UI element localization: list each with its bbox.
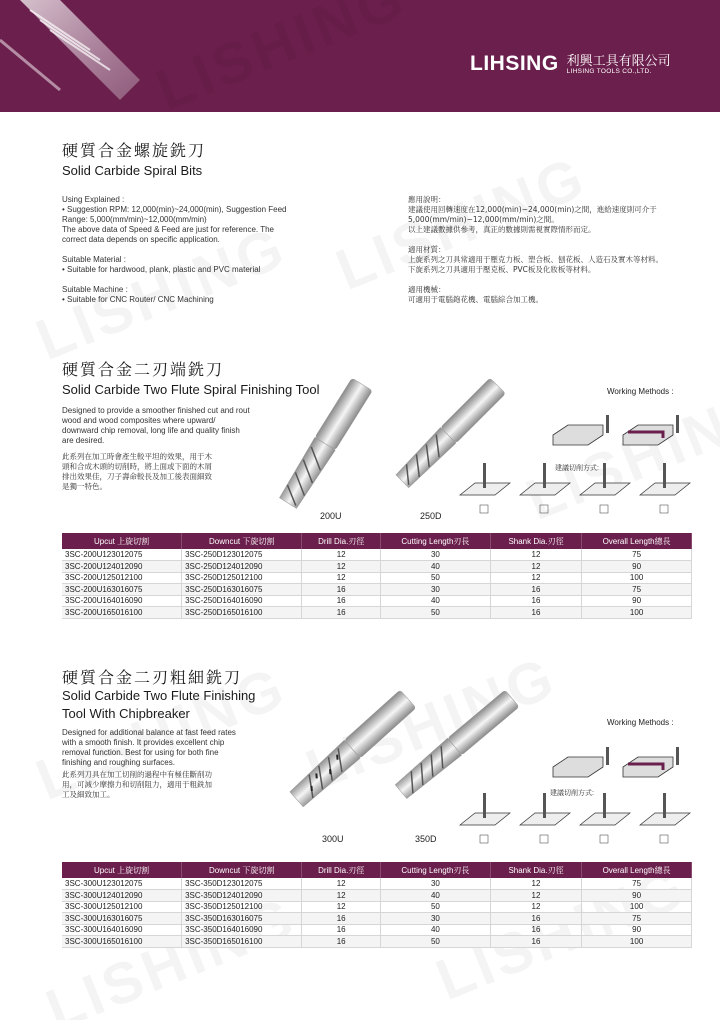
col-header: Shank Dia.刃徑 — [490, 533, 581, 549]
desc-cn-line: 排出效果佳，刀子壽命較長及加工後表面細致 — [62, 472, 212, 481]
cell: 16 — [302, 913, 381, 925]
cell: 12 — [302, 549, 381, 561]
cell: 90 — [582, 595, 692, 607]
brand-cn: 利興工具有限公司 — [566, 53, 671, 68]
cell: 12 — [302, 572, 381, 584]
cell: 30 — [381, 584, 491, 596]
cell: 75 — [582, 878, 692, 890]
cell: 16 — [490, 913, 581, 925]
section1-using-cn — [408, 195, 718, 305]
col-header: Upcut 上旋切割 — [62, 862, 182, 878]
cell: 30 — [381, 878, 491, 890]
cell: 3SC-200U123012075 — [62, 549, 182, 561]
cell: 3SC-350D125012100 — [182, 901, 302, 913]
cell: 50 — [381, 607, 491, 619]
desc-line: with a smooth finish. It provides excellent chip — [62, 738, 225, 747]
working-methods-label: Working Methods : — [607, 387, 674, 396]
cell: 12 — [490, 901, 581, 913]
col-header: Overall Length總長 — [582, 862, 692, 878]
table-row — [62, 913, 692, 925]
using-line: Range: 5,000(mm/min)~12,000(mm/min) — [62, 215, 207, 224]
cell: 50 — [381, 572, 491, 584]
cell: 30 — [381, 913, 491, 925]
cell: 30 — [381, 549, 491, 561]
cn-machine-line: 可適用于電腦鉋花機、電腦綜合加工機。 — [408, 295, 543, 304]
tool-label-350d: 350D — [415, 834, 437, 844]
desc-line: are desired. — [62, 436, 105, 445]
table-row — [62, 595, 692, 607]
section2-desc-en — [62, 406, 294, 446]
cell: 40 — [381, 924, 491, 936]
cell: 50 — [381, 936, 491, 948]
using-line: The above data of Speed & Feed are just for reference. The — [62, 225, 274, 234]
cell: 12 — [490, 549, 581, 561]
table-row — [62, 607, 692, 619]
tool-label-250d: 250D — [420, 511, 442, 521]
machine-title: Suitable Machine : — [62, 285, 128, 294]
cell: 3SC-250D124012090 — [182, 561, 302, 573]
cell: 3SC-250D165016100 — [182, 607, 302, 619]
cell: 75 — [582, 913, 692, 925]
cell: 3SC-300U164016090 — [62, 924, 182, 936]
desc-cn-line: 此系列刀具在加工切削的過程中有極佳斷削功 — [62, 770, 212, 779]
col-header: Drill Dia.刃徑 — [302, 862, 381, 878]
cell: 3SC-200U165016100 — [62, 607, 182, 619]
spec-table-2 — [62, 533, 692, 619]
cell: 12 — [302, 901, 381, 913]
cell: 90 — [582, 561, 692, 573]
section2-desc-cn — [62, 452, 294, 492]
cell: 16 — [302, 595, 381, 607]
cn-material-line: 上旋系列之刀具常適用于壓克力板、塑合板、刨花板、人造石及實木等材料。 — [408, 255, 663, 264]
cell: 3SC-250D123012075 — [182, 549, 302, 561]
using-line: correct data depends on specific application. — [62, 235, 220, 244]
cell: 3SC-300U124012090 — [62, 890, 182, 902]
cell: 3SC-250D163016075 — [182, 584, 302, 596]
section3-title-en-1: Solid Carbide Two Flute Finishing — [62, 688, 256, 703]
cell: 40 — [381, 890, 491, 902]
cell: 12 — [302, 890, 381, 902]
cell: 16 — [302, 924, 381, 936]
section3-title-cn: 硬質合金二刃粗細銑刀 — [62, 668, 243, 687]
table-row — [62, 584, 692, 596]
cell: 3SC-350D124012090 — [182, 890, 302, 902]
cell: 16 — [490, 607, 581, 619]
cell: 40 — [381, 561, 491, 573]
tool-label-200u: 200U — [320, 511, 342, 521]
cn-using-line: 建議使用回轉速度在12,000(min)~24,000(min)之間，進給速度則可介于 — [408, 205, 657, 214]
cell: 3SC-350D123012075 — [182, 878, 302, 890]
col-header: Drill Dia.刃徑 — [302, 533, 381, 549]
cell: 90 — [582, 924, 692, 936]
section2-title-en: Solid Carbide Two Flute Spiral Finishing Tool — [62, 382, 320, 397]
cell: 75 — [582, 549, 692, 561]
machine-line: • Suitable for CNC Router/ CNC Machining — [62, 295, 214, 304]
col-header: Cutting Length刃長 — [381, 533, 491, 549]
table-row — [62, 572, 692, 584]
cell: 3SC-300U125012100 — [62, 901, 182, 913]
table-row — [62, 936, 692, 948]
cell: 3SC-350D164016090 — [182, 924, 302, 936]
cell: 90 — [582, 890, 692, 902]
cell: 3SC-350D163016075 — [182, 913, 302, 925]
cell: 3SC-350D165016100 — [182, 936, 302, 948]
desc-line: wood and wood composites where upward/ — [62, 416, 216, 425]
working-method-diagram-top — [548, 410, 688, 455]
cell: 16 — [490, 924, 581, 936]
col-header: Overall Length總長 — [582, 533, 692, 549]
suggested-cut-label: 建議切削方式: — [550, 790, 594, 797]
table-row — [62, 924, 692, 936]
section1-using-en — [62, 195, 362, 305]
cell: 12 — [302, 878, 381, 890]
using-line: • Suggestion RPM: 12,000(min)~24,000(min), Suggestion Feed — [62, 205, 287, 214]
table-row — [62, 561, 692, 573]
table-row — [62, 549, 692, 561]
cn-using-title: 應用說明： — [408, 195, 446, 204]
cell: 12 — [490, 561, 581, 573]
cell: 3SC-200U124012090 — [62, 561, 182, 573]
cell: 16 — [490, 584, 581, 596]
material-title: Suitable Material : — [62, 255, 127, 264]
cell: 3SC-250D164016090 — [182, 595, 302, 607]
using-title: Using Explained : — [62, 195, 125, 204]
working-methods-label: Working Methods : — [607, 718, 674, 727]
col-header: Upcut 上旋切割 — [62, 533, 182, 549]
cell: 3SC-250D125012100 — [182, 572, 302, 584]
desc-cn-line: 是獨一特色。 — [62, 482, 107, 491]
col-header: Cutting Length刃長 — [381, 862, 491, 878]
cell: 12 — [490, 890, 581, 902]
cell: 16 — [490, 936, 581, 948]
tool-label-300u: 300U — [322, 834, 344, 844]
desc-cn-line: 頭和合成木頭的切削時，將上面或下面的木屑 — [62, 462, 212, 471]
cell: 3SC-300U165016100 — [62, 936, 182, 948]
desc-line: Designed to provide a smoother finished cut and rout — [62, 406, 250, 415]
cell: 16 — [490, 595, 581, 607]
cell: 3SC-200U163016075 — [62, 584, 182, 596]
cell: 100 — [582, 936, 692, 948]
section1-title-cn: 硬質合金螺旋銑刀 — [62, 141, 207, 160]
router-bit-photo — [0, 0, 160, 112]
desc-line: removal function. Best for using for both fine — [62, 748, 219, 757]
cell: 3SC-300U163016075 — [62, 913, 182, 925]
cell: 12 — [490, 572, 581, 584]
cell: 40 — [381, 595, 491, 607]
cell: 12 — [490, 878, 581, 890]
cell: 100 — [582, 607, 692, 619]
working-method-diagram-bottom — [455, 785, 695, 850]
cell: 16 — [302, 936, 381, 948]
cell: 3SC-200U125012100 — [62, 572, 182, 584]
brand-en: LIHSING TOOLS CO.,LTD. — [566, 68, 652, 75]
cell: 16 — [302, 584, 381, 596]
table-row — [62, 890, 692, 902]
table-row — [62, 901, 692, 913]
material-line: • Suitable for hardwood, plank, plastic and PVC material — [62, 265, 261, 274]
cn-material-line: 下旋系列之刀具適用于壓克板、PVC板及化妝板等材料。 — [408, 265, 596, 274]
suggested-cut-label: 建議切削方式: — [555, 465, 599, 472]
brand-logo — [470, 52, 671, 76]
spec-table-3 — [62, 862, 692, 948]
cell: 3SC-300U123012075 — [62, 878, 182, 890]
desc-line: downward chip removal, long life and quality finish — [62, 426, 240, 435]
col-header: Downcut 下旋切割 — [182, 862, 302, 878]
cell: 50 — [381, 901, 491, 913]
cn-material-title: 適用材質： — [408, 245, 446, 254]
desc-cn-line: 此系列在加工時會產生較平坦的效果，用于木 — [62, 452, 212, 461]
col-header: Downcut 下旋切割 — [182, 533, 302, 549]
brand-name: LIHSING — [470, 52, 559, 75]
cn-using-line: 以上建議數據供參考，真正的數據則需視實際情形而定。 — [408, 225, 596, 234]
desc-line: Designed for additional balance at fast feed rates — [62, 728, 236, 737]
cell: 16 — [302, 607, 381, 619]
section1-title-en: Solid Carbide Spiral Bits — [62, 163, 203, 178]
cell: 12 — [302, 561, 381, 573]
working-method-diagram-bottom — [455, 455, 695, 520]
col-header: Shank Dia.刃徑 — [490, 862, 581, 878]
cell: 75 — [582, 584, 692, 596]
cell: 100 — [582, 572, 692, 584]
table-row — [62, 878, 692, 890]
cn-machine-title: 適用機械： — [408, 285, 446, 294]
cell: 100 — [582, 901, 692, 913]
cn-using-line: 5,000(mm/min)~12,000(mm/min)之間。 — [408, 215, 559, 224]
section2-title-cn: 硬質合金二刃端銑刀 — [62, 360, 225, 379]
desc-cn-line: 工及細致加工。 — [62, 790, 115, 799]
section3-title-en-2: Tool With Chipbreaker — [62, 706, 190, 721]
working-method-diagram-top — [548, 742, 688, 787]
desc-cn-line: 用，可減少摩擦力和切削阻力，適用于粗銑加 — [62, 780, 212, 789]
desc-line: finishing and roughing surfaces. — [62, 758, 175, 767]
cell: 3SC-200U164016090 — [62, 595, 182, 607]
